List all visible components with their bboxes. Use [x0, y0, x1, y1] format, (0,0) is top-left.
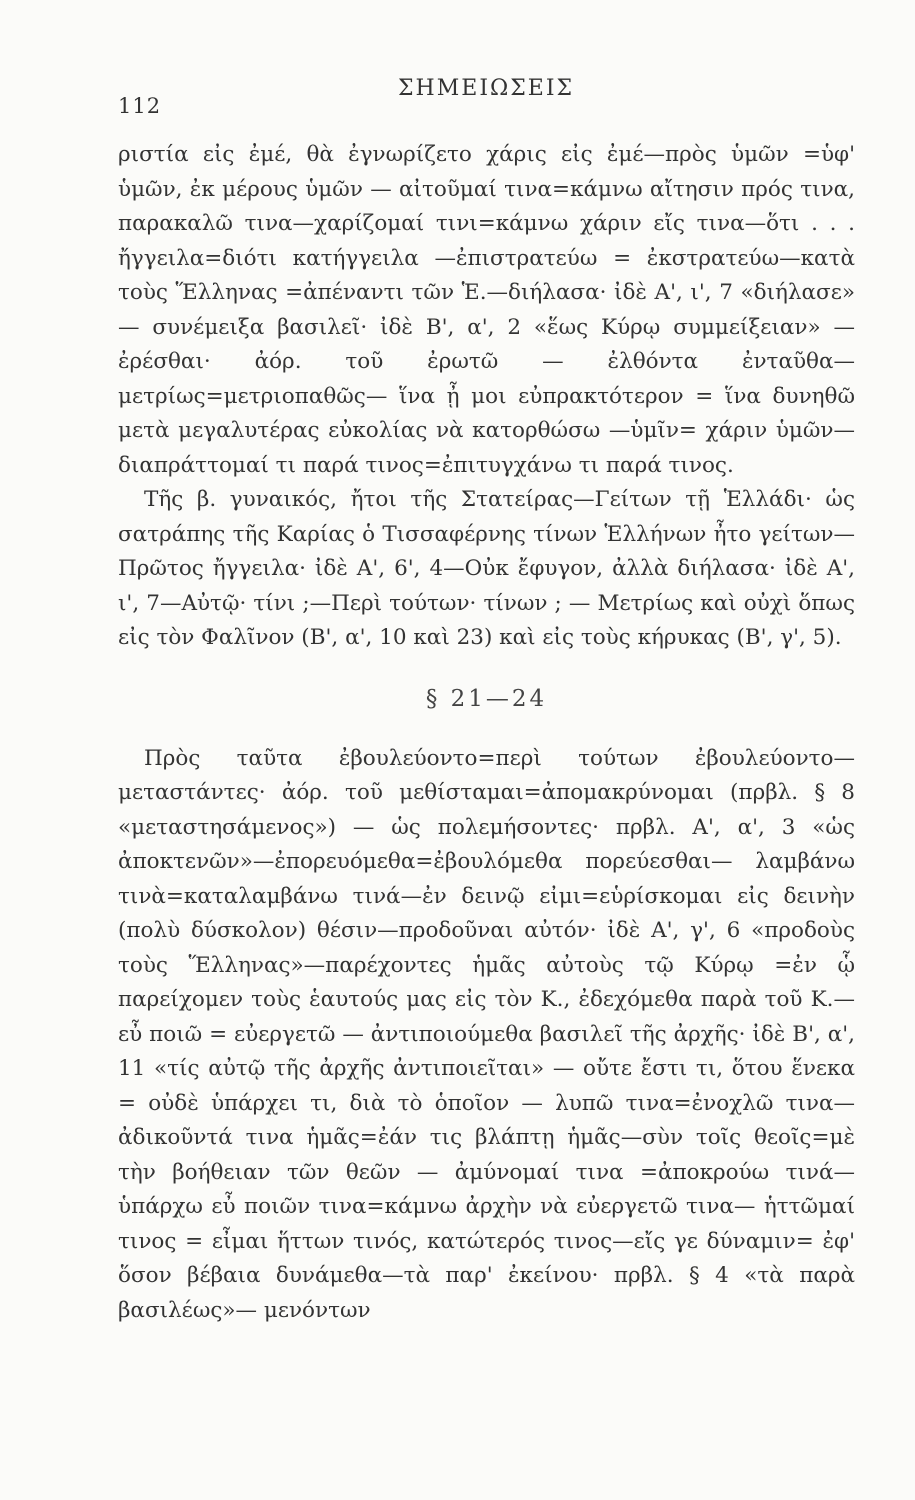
- section-heading: § 21—24: [425, 685, 548, 712]
- paragraph-commentary: Τῆς β. γυναικός, ἤτοι τῆς Στατείρας—Γείτων τῇ Ἑλλάδι· ὡς σατράπης τῆς Καρίας ὁ Τισσαφέρνης τίνων Ἑλλήνων ἦτο γείτων—Πρῶτος ἤγγειλα· ἰδὲ Α', 6', 4—Οὐκ ἔφυγον, ἀλλὰ διήλασα· ἰδὲ Α', ι', 7—Αὐτῷ· τίνι ;—Περὶ τούτων· τίνων ; — Μετρίως καὶ οὐχὶ ὅπως εἰς τὸν Φαλῖνον (Β', α', 10 καὶ 23) καὶ εἰς τοὺς κήρυκας (Β', γ', 5).: [118, 487, 855, 650]
- paragraph-section-notes: Πρὸς ταῦτα ἐβουλεύοντο=περὶ τούτων ἐβουλεύοντο—μεταστάντες· ἀόρ. τοῦ μεθίσταμαι=ἀπομακρύνομαι (πρβλ. § 8 «μεταστησάμενος») — ὡς πολεμήσοντες· πρβλ. Α', α', 3 «ὡς ἀποκτενῶν»—ἐπορευόμεθα=ἐβουλόμεθα πορεύεσθαι— λαμβάνω τινὰ=καταλαμβάνω τινά—ἐν δεινῷ εἰμι=εὑρίσκομαι εἰς δεινὴν (πολὺ δύσκολον) θέσιν—προδοῦναι αὐτόν· ἰδὲ Α', γ', 6 «προδοὺς τοὺς Ἕλληνας»—παρέχοντες ἡμᾶς αὐτοὺς τῷ Κύρῳ =ἐν ᾧ παρείχομεν τοὺς ἑαυτούς μας εἰς τὸν Κ., ἐδεχόμεθα παρὰ τοῦ Κ.—εὖ ποιῶ = εὐεργετῶ — ἀντιποιούμεθα βασιλεῖ τῆς ἀρχῆς· ἰδὲ Β', α', 11 «τίς αὐτῷ τῆς ἀρχῆς ἀντιποιεῖται» — οὔτε ἔστι τι, ὅτου ἕνεκα = οὐδὲ ὑπάρχει τι, διὰ τὸ ὁποῖον — λυπῶ τινα=ἐνοχλῶ τινα—ἀδικοῦντά τινα ἡμᾶς=ἐάν τις βλάπτῃ ἡμᾶς—σὺν τοῖς θεοῖς=μὲ τὴν βοήθειαν τῶν θεῶν — ἀμύνομαί τινα =ἀποκρούω τινά—ὑπάρχω εὖ ποιῶν τινα=κάμνω ἀρχὴν νὰ εὐεργετῶ τινα— ἡττῶμαί τινος = εἶμαι ἥττων τινός, κατώτερός τινος—εἴς γε δύναμιν= ἐφ' ὅσον βέβαια δυνάμεθα—τὰ παρ' ἐκείνου· πρβλ. § 4 «τὰ παρὰ βασιλέως»— μενόντων: [118, 745, 855, 1323]
- page-header: [118, 76, 855, 116]
- running-title: ΣΗΜΕΙΩΣΕΙΣ: [398, 76, 575, 101]
- page-number: 112: [118, 94, 162, 118]
- paragraph-continuation: ριστία εἰς ἐμέ, θὰ ἐγνωρίζετο χάρις εἰς ἐμέ—πρὸς ὑμῶν =ὑφ' ὑμῶν, ἐκ μέρους ὑμῶν — αἰτοῦμαί τινα=κάμνω αἴτησιν πρός τινα, παρακαλῶ τινα—χαρίζομαί τινι=κάμνω χάριν εἴς τινα—ὅτι . . . ἤγγειλα=διότι κατήγγειλα —ἐπιστρατεύω = ἐκστρατεύω—κατὰ τοὺς Ἕλληνας =ἀπέναντι τῶν Ἑ.—διήλασα· ἰδὲ Α', ι', 7 «διήλασε» — συνέμειξα βασιλεῖ· ἰδὲ Β', α', 2 «ἕως Κύρῳ συμμείξειαν» — ἐρέσθαι· ἀόρ. τοῦ ἐρωτῶ — ἐλθόντα ἐνταῦθα—μετρίως=μετριοπαθῶς— ἵνα ᾖ μοι εὐπρακτότερον = ἵνα δυνηθῶ μετὰ μεγαλυτέρας εὐκολίας νὰ κατορθώσω —ὑμῖν= χάριν ὑμῶν—διαπράττομαί τι παρά τινος=ἐπιτυγχάνω τι παρά τινος.: [118, 142, 855, 478]
